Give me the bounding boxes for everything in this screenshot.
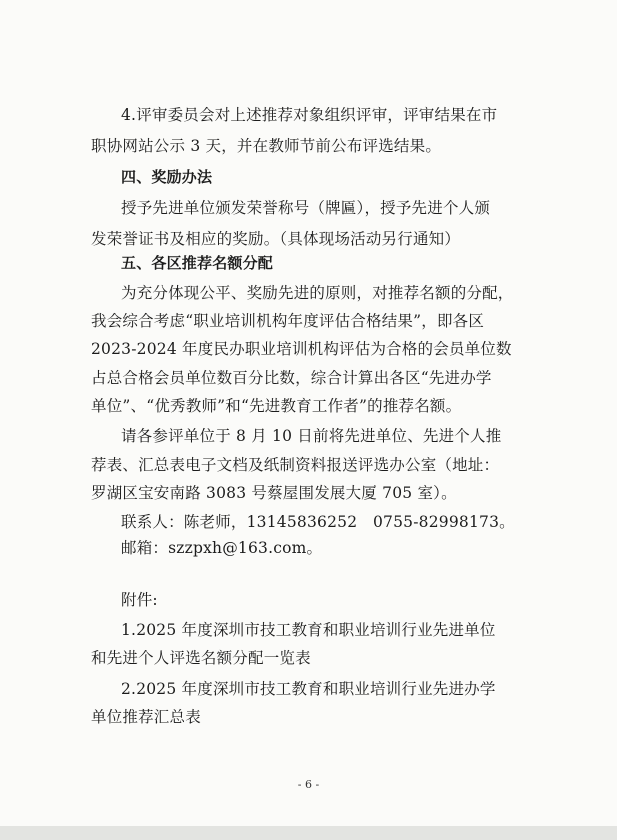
paragraph-line: 授予先进单位颁发荣誉称号（牌匾），授予先进个人颁 [121,199,491,217]
paragraph-line: 罗湖区宝安南路 3083 号蔡屋围发展大厦 705 室）。 [91,484,457,502]
paragraph-line: 我会综合考虑“职业培训机构年度评估合格结果”，即各区 [91,312,485,330]
email-line: 邮箱：szzpxh@163.com。 [121,539,323,557]
section-heading: 四、奖励办法 [121,168,213,186]
attachment-item: 单位推荐汇总表 [91,708,201,726]
page-number: - 6 - [297,778,320,791]
paragraph-line: 发荣誉证书及相应的奖励。（具体现场活动另行通知） [91,230,461,248]
paragraph-line: 2023-2024 年度民办职业培训机构评估为合格的会员单位数 [91,340,512,358]
paragraph-line: 荐表、汇总表电子文档及纸制资料报送评选办公室（地址： [91,456,500,474]
section-heading: 五、各区推荐名额分配 [121,254,274,272]
contact-line: 联系人：陈老师，13145836252 0755-82998173。 [121,513,515,531]
attachment-item: 2.2025 年度深圳市技工教育和职业培训行业先进办学 [121,680,496,698]
paragraph-line: 占总合格会员单位数百分比数，综合计算出各区“先进办学 [91,369,492,387]
paragraph-line: 请各参评单位于 8 月 10 日前将先进单位、先进个人推 [121,427,502,445]
paragraph-line: 职协网站公示 3 天，并在教师节前公布评选结果。 [91,137,442,155]
attachment-item: 1.2025 年度深圳市技工教育和职业培训行业先进单位 [121,621,496,639]
scan-edge [0,826,617,840]
paragraph-line: 单位”、“优秀教师”和“先进教育工作者”的推荐名额。 [91,397,462,415]
paragraph-line: 为充分体现公平、奖励先进的原则，对推荐名额的分配， [121,284,514,302]
attachments-label: 附件: [121,591,158,609]
attachment-item: 和先进个人评选名额分配一览表 [91,649,311,667]
paragraph-line: 4.评审委员会对上述推荐对象组织评审，评审结果在市 [121,106,498,124]
